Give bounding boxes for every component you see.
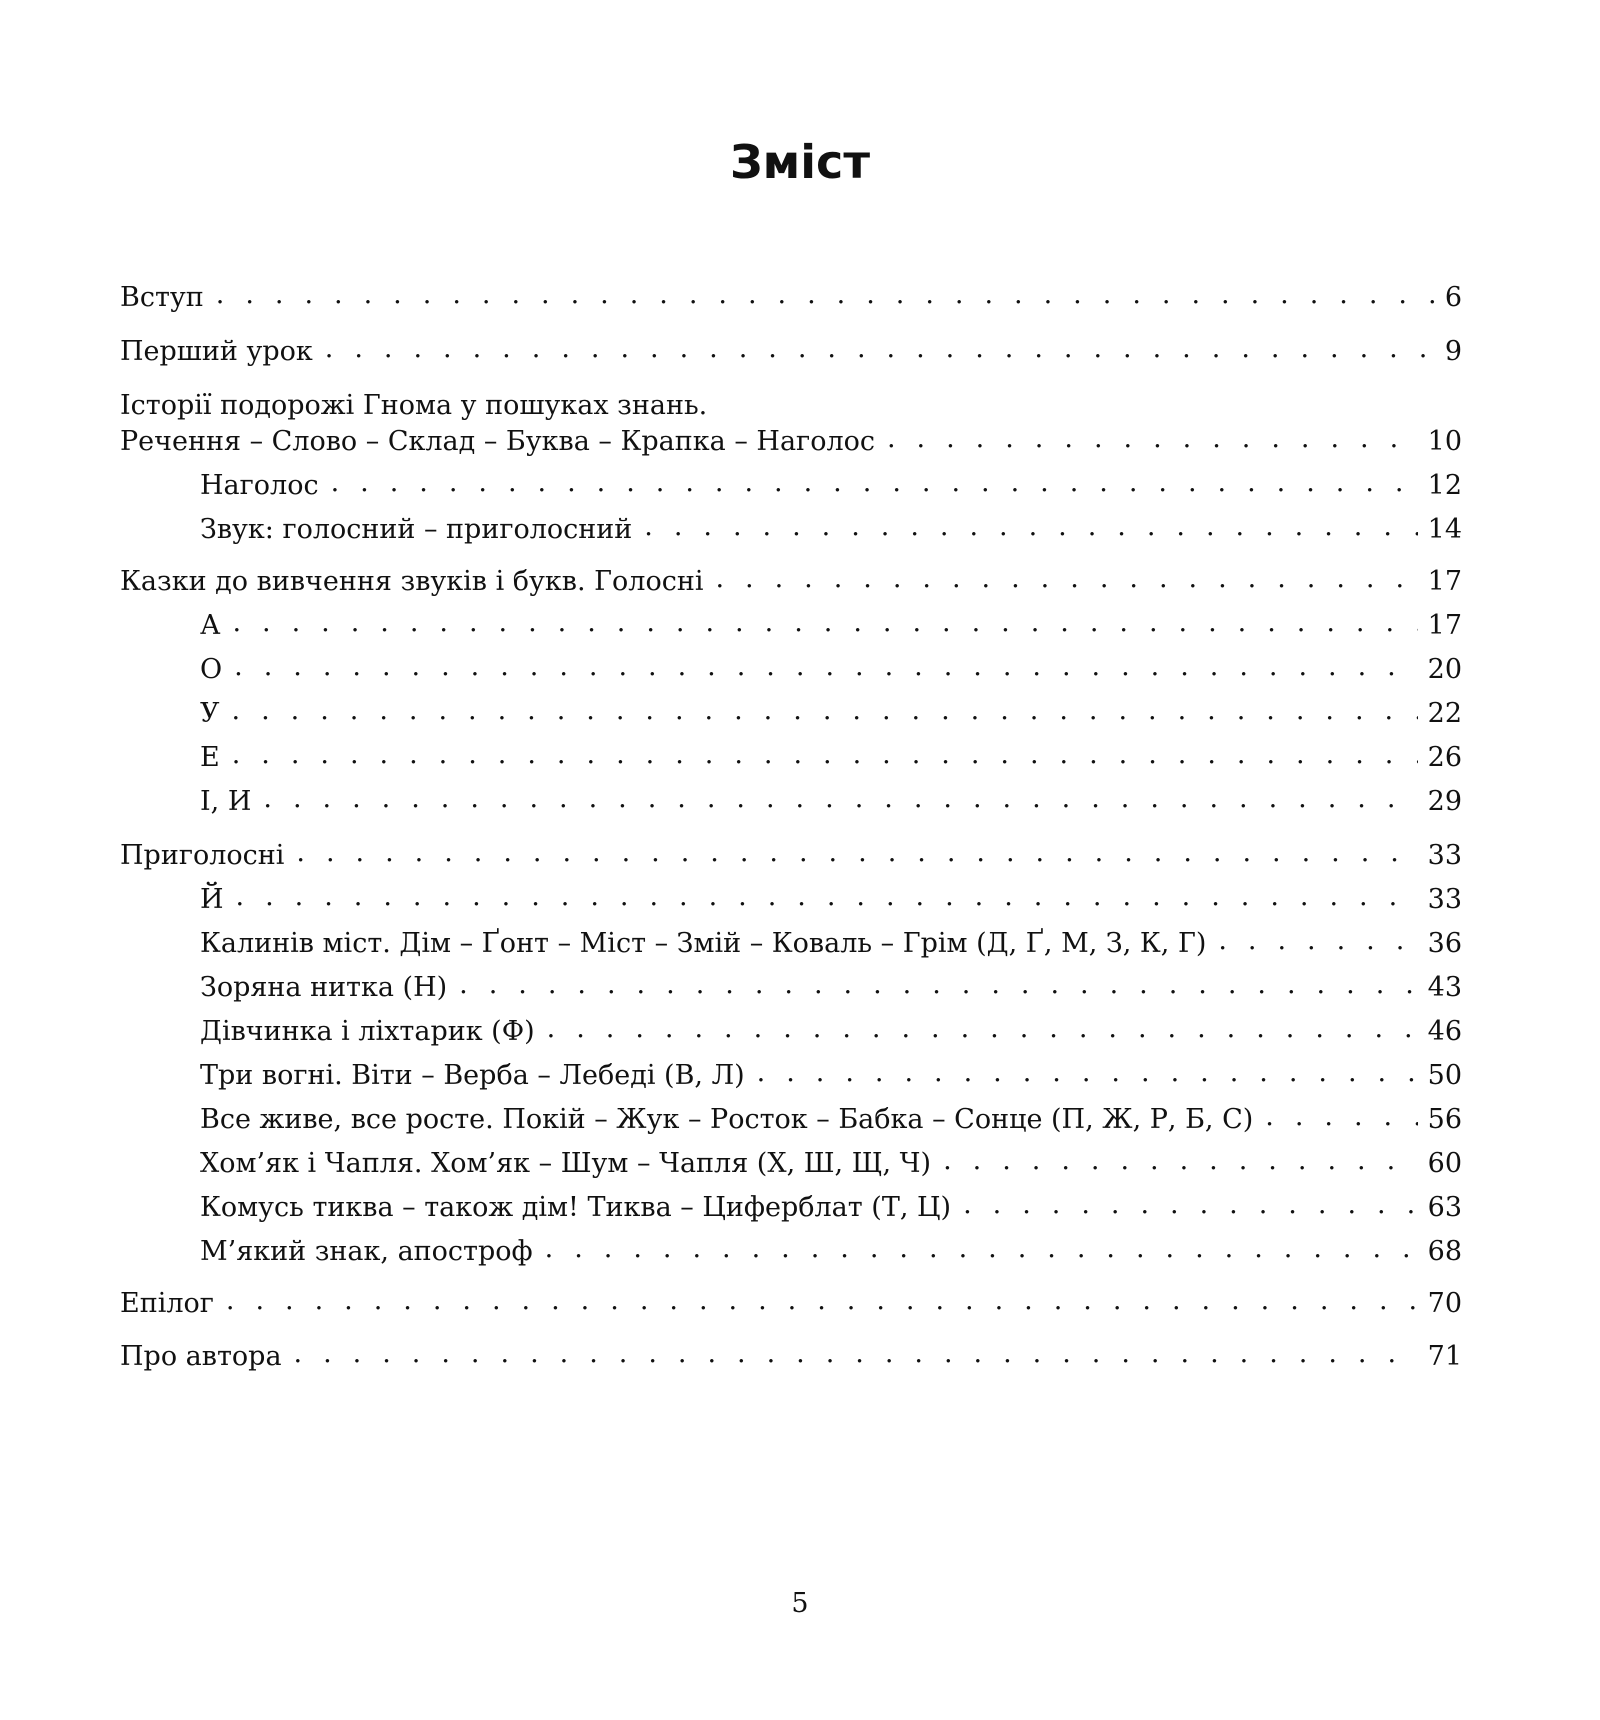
toc-entry-label: У — [200, 698, 220, 729]
toc-entry-label: І, И — [200, 786, 252, 817]
toc-entry-page: 71 — [1427, 1341, 1462, 1372]
toc-subentry[interactable] — [200, 924, 1462, 964]
page-number: 5 — [791, 1588, 809, 1619]
dot-leader — [715, 559, 1417, 599]
page-title: Зміст — [730, 135, 870, 189]
toc-entry-istorii[interactable] — [120, 422, 1462, 462]
toc-entry-page: 60 — [1427, 1148, 1462, 1179]
toc-entry-label: Казки до вивчення звуків і букв. Голосні — [120, 566, 704, 597]
dot-leader — [294, 1334, 1418, 1374]
toc-entry-label: Наголос — [200, 470, 319, 501]
toc-subentry[interactable] — [200, 1232, 1462, 1272]
toc-entry-kazky[interactable] — [120, 562, 1462, 602]
toc-entry-label: Епілог — [120, 1288, 214, 1319]
toc-entry-epiloh[interactable] — [120, 1284, 1462, 1324]
dot-leader — [232, 735, 1418, 775]
dot-leader — [459, 965, 1417, 1005]
toc-entry-page: 9 — [1444, 336, 1462, 367]
toc-entry-istorii-heading: Історії подорожі Гнома у пошуках знань. — [120, 390, 708, 421]
dot-leader — [325, 329, 1435, 369]
dot-leader — [943, 1141, 1418, 1181]
dot-leader — [232, 603, 1417, 643]
toc-entry-label: Хом’як і Чапля. Хом’як – Шум – Чапля (Х, Ш, Щ, Ч) — [200, 1148, 932, 1179]
dot-leader — [226, 1281, 1418, 1321]
toc-entry-pryholosni[interactable] — [120, 836, 1462, 876]
toc-entry-label: Перший урок — [120, 336, 313, 367]
toc-entry-page: 22 — [1427, 698, 1462, 729]
toc-entry-page: 12 — [1427, 470, 1462, 501]
dot-leader — [887, 419, 1418, 459]
toc-entry-page: 10 — [1427, 426, 1462, 457]
toc-entry-label: А — [200, 610, 221, 641]
toc-entry-label: Вступ — [120, 282, 204, 313]
toc-entry-page: 46 — [1427, 1016, 1462, 1047]
toc-entry-page: 33 — [1427, 840, 1462, 871]
toc-subentry[interactable] — [200, 1144, 1462, 1184]
dot-leader — [545, 1229, 1418, 1269]
dot-leader — [331, 463, 1418, 503]
toc-entry-page: 70 — [1427, 1288, 1462, 1319]
toc-entry-pro-avtora[interactable] — [120, 1337, 1462, 1377]
toc-subentry[interactable] — [200, 694, 1462, 734]
toc-entry-page: 68 — [1427, 1236, 1462, 1267]
toc-entry-label: Приголосні — [120, 840, 285, 871]
toc-entry-label: Е — [200, 742, 220, 773]
toc-entry-page: 56 — [1427, 1104, 1462, 1135]
dot-leader — [963, 1185, 1418, 1225]
toc-subentry[interactable] — [200, 1188, 1462, 1228]
dot-leader — [296, 833, 1417, 873]
toc-entry-page: 6 — [1444, 282, 1462, 313]
toc-entry-vstup[interactable] — [120, 278, 1462, 318]
toc-subentry[interactable] — [200, 606, 1462, 646]
toc-entry-label: Три вогні. Віти – Верба – Лебеді (В, Л) — [200, 1060, 745, 1091]
toc-subentry[interactable] — [200, 968, 1462, 1008]
toc-subentry[interactable] — [200, 510, 1462, 550]
toc-subentry[interactable] — [200, 650, 1462, 690]
toc-entry-label: Все живе, все росте. Покій – Жук – Росток – Бабка – Сонце (П, Ж, Р, Б, С) — [200, 1104, 1254, 1135]
toc-entry-page: 36 — [1427, 928, 1462, 959]
dot-leader — [644, 507, 1417, 547]
dot-leader — [216, 275, 1435, 315]
toc-entry-page: 50 — [1427, 1060, 1462, 1091]
dot-leader — [547, 1009, 1418, 1049]
dot-leader — [263, 779, 1417, 819]
toc-subentry[interactable] — [200, 782, 1462, 822]
dot-leader — [232, 691, 1418, 731]
toc-subentry[interactable] — [200, 466, 1462, 506]
toc-entry-label: Комусь тиква – також дім! Тиква – Циферблат (Т, Ц) — [200, 1192, 952, 1223]
toc-entry-label: Про автора — [120, 1341, 282, 1372]
toc-entry-label: Дівчинка і ліхтарик (Ф) — [200, 1016, 535, 1047]
toc-entry-pershyi-urok[interactable] — [120, 332, 1462, 372]
toc-entry-label: М’який знак, апостроф — [200, 1236, 533, 1267]
toc-entry-label: Речення – Слово – Склад – Буква – Крапка – Наголос — [120, 426, 875, 457]
toc-entry-page: 29 — [1427, 786, 1462, 817]
toc-subentry[interactable] — [200, 1056, 1462, 1096]
dot-leader — [757, 1053, 1418, 1093]
toc-entry-label: О — [200, 654, 223, 685]
toc-entry-page: 17 — [1427, 610, 1462, 641]
toc-entry-page: 43 — [1427, 972, 1462, 1003]
toc-entry-label: Калинів міст. Дім – Ґонт – Міст – Змій – Коваль – Грім (Д, Ґ, М, З, К, Г) — [200, 928, 1207, 959]
toc-entry-label: Зоряна нитка (Н) — [200, 972, 448, 1003]
dot-leader — [1218, 921, 1417, 961]
toc-entry-label: Й — [200, 884, 224, 915]
toc-subentry[interactable] — [200, 1012, 1462, 1052]
dot-leader — [234, 647, 1418, 687]
toc-entry-page: 26 — [1427, 742, 1462, 773]
toc-subentry[interactable] — [200, 738, 1462, 778]
toc-entry-page: 33 — [1427, 884, 1462, 915]
toc-entry-label: Звук: голосний – приголосний — [200, 514, 633, 545]
toc-entry-page: 17 — [1427, 566, 1462, 597]
dot-leader — [236, 877, 1418, 917]
toc-entry-page: 14 — [1427, 514, 1462, 545]
toc-entry-page: 20 — [1427, 654, 1462, 685]
toc-subentry[interactable] — [200, 1100, 1462, 1140]
toc-entry-page: 63 — [1427, 1192, 1462, 1223]
dot-leader — [1265, 1097, 1417, 1137]
toc-subentry[interactable] — [200, 880, 1462, 920]
